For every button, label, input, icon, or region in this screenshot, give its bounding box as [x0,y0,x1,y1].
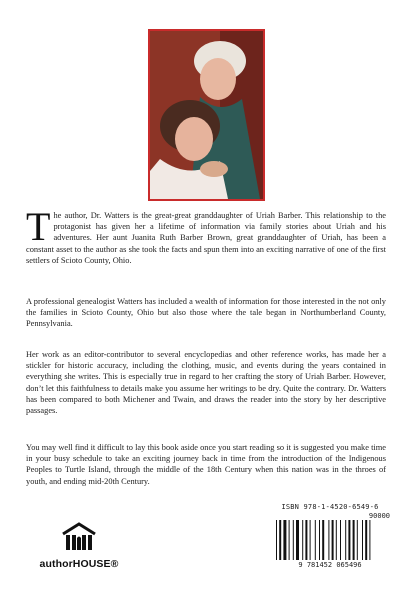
barcode-bar [289,520,290,560]
barcode-bars [276,520,386,560]
barcode-bar [353,520,355,560]
paragraph-genealogist: A professional genealogist Watters has included a wealth of information for those interested in the not only the families in Scioto County, Ohio but also those where the tale began in Northumberland County, Pennsylvania. [26,297,386,329]
barcode-bar [336,520,337,560]
paragraph-editor: Her work as an editor-contributor to several encyclopedias and other reference works, has made her a stickler for historic accuracy, including the clothing, music, and events during the years contained in everything she writes. This is especially true in regard to her crafting the story of Uriah Barber. However, don’t let this faithfulness to details make you assume her writings to be dry. Quite the contrary. Dr. Watters has been compared to both Michener and Twain, and draws the reader into the story by her descriptive passages. [26,350,386,416]
barcode-area [270,503,390,573]
author-photo [148,29,265,201]
barcode-bar [279,520,281,560]
barcode-bar [322,520,324,560]
paragraph-intro [26,204,386,266]
barcode-bar [345,520,346,560]
barcode-bar [369,520,370,560]
barcode-bar [305,520,307,560]
barcode-bar [365,520,367,560]
publisher-name: authorHOUSE® [39,558,119,570]
drop-cap: T [26,204,51,249]
barcode-bar [362,520,363,560]
paragraph-intro-text: he author, Dr. Watters is the great-great granddaughter of Uriah Barber. This relationship to the protagonist has given her a lifetime of information via family stories about Uriah and his adventures. Her aunt Juanita Ruth Barber Brown, great granddaughter of Uriah, has been a constant asset to the author as she took the facts and spun them into an exciting narrative of one of the first settlers of Scioto County, Ohio. [26,211,386,265]
barcode-bar [302,520,303,560]
barcode-bar [319,520,320,560]
isbn-label: ISBN 978-1-4520-6549-6 [281,503,379,511]
barcode-bar [328,520,329,560]
barcode-bar [310,520,311,560]
price-code: 90000 [368,512,390,520]
barcode-bar [332,520,334,560]
barcode-bar [348,520,350,560]
barcode-digits: 9 781452 065496 [298,561,362,569]
barcode-bar [276,520,277,560]
publisher-logo [34,522,124,572]
barcode-bar [340,520,341,560]
barcode-bar [293,520,294,560]
barcode-bar [296,520,299,560]
authorhouse-icon [60,522,98,552]
author-photo-image [150,31,263,199]
barcode-bar [315,520,316,560]
barcode-bar [357,520,358,560]
paragraph-closing: You may well find it difficult to lay this book aside once you start reading so it is suggested you make time in your busy schedule to take an exciting journey back in time from the introduction of the Indigenous Peoples to Turtle Island, through the middle of the 18th Century when this nation was in the throes of youth, and ending mid-20th Century. [26,443,386,486]
barcode-bar [283,520,286,560]
